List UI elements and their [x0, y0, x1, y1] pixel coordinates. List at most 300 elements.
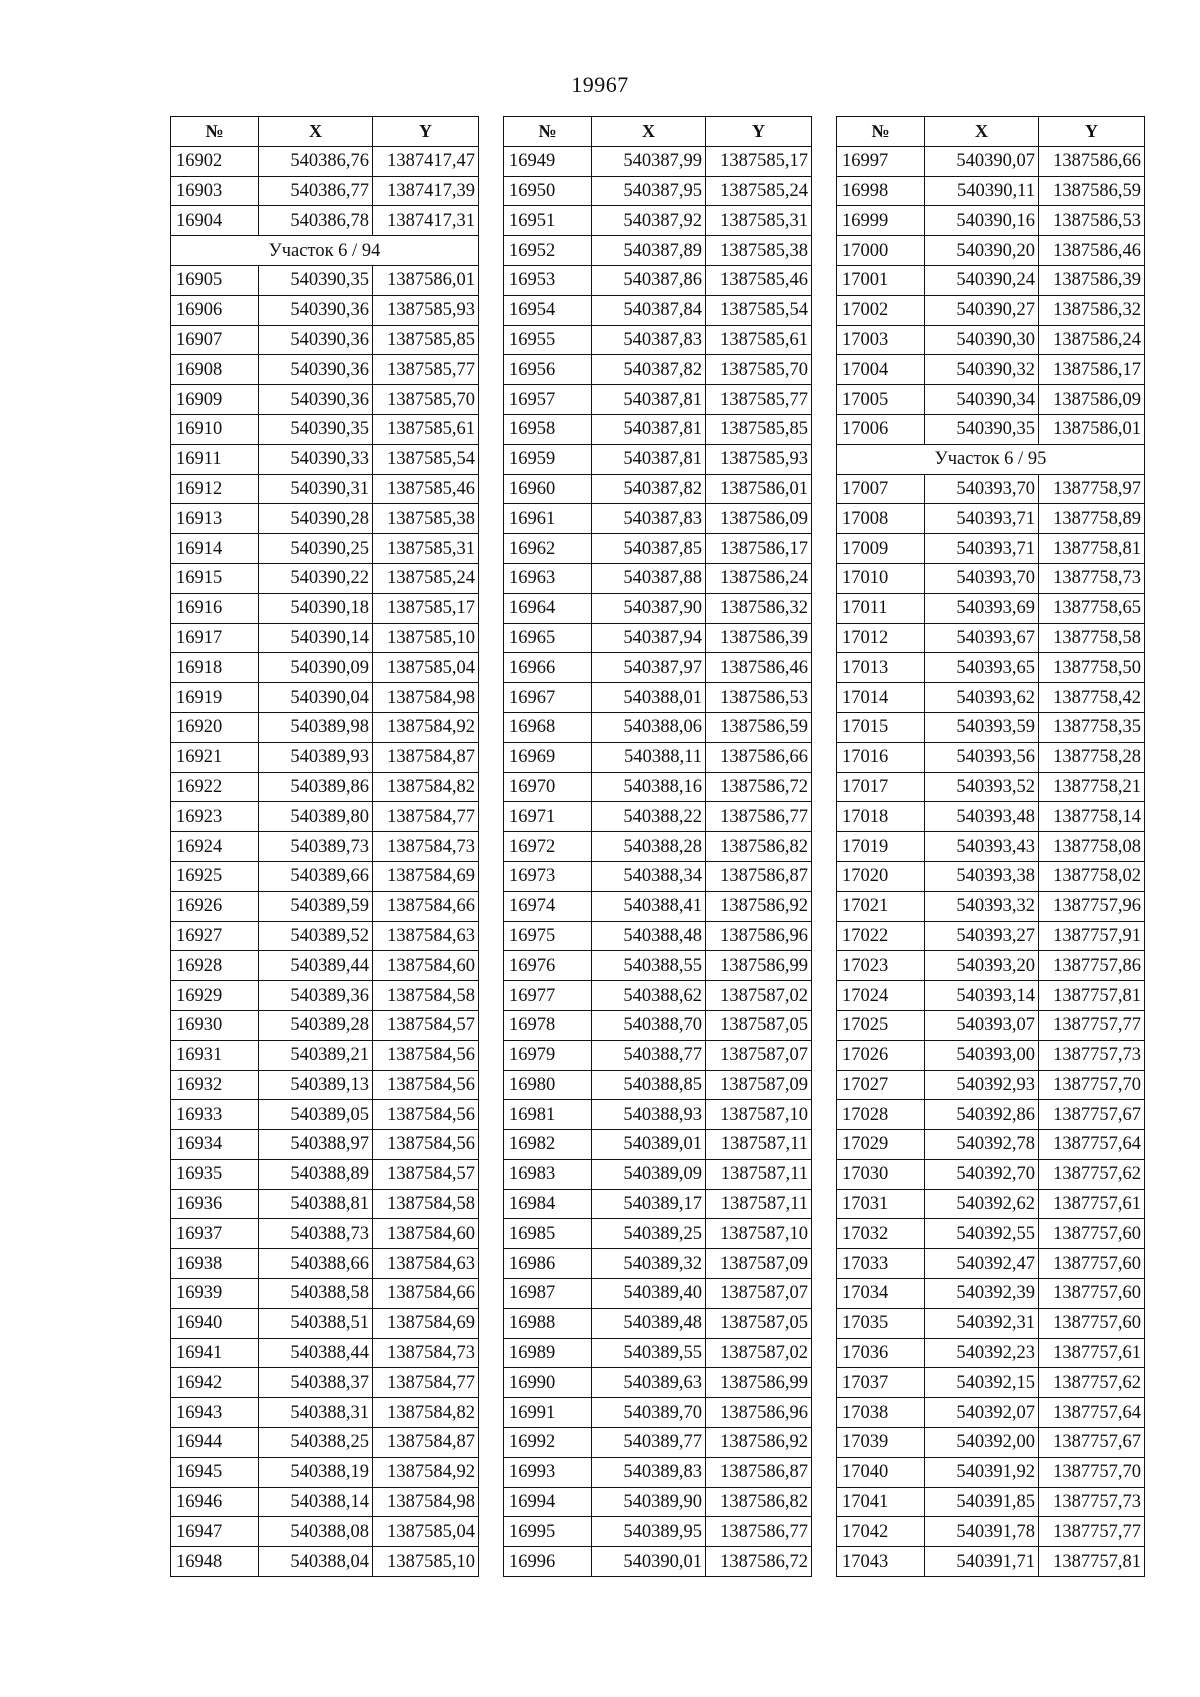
point-number-cell: 16956: [504, 355, 592, 385]
y-coordinate-cell: 1387757,70: [1039, 1070, 1145, 1100]
y-coordinate-cell: 1387586,39: [1039, 265, 1145, 295]
point-number-cell: 16949: [504, 146, 592, 176]
table-row: [504, 146, 812, 176]
point-number-cell: 16938: [171, 1249, 259, 1279]
point-number-cell: 17038: [837, 1398, 925, 1428]
table-body: [504, 146, 812, 1576]
x-coordinate-cell: 540388,44: [259, 1338, 373, 1368]
x-coordinate-cell: 540388,55: [592, 951, 706, 981]
x-coordinate-cell: 540391,85: [925, 1487, 1039, 1517]
point-number-cell: 16910: [171, 414, 259, 444]
x-coordinate-cell: 540392,78: [925, 1130, 1039, 1160]
x-coordinate-cell: 540393,71: [925, 504, 1039, 534]
table-row: [504, 683, 812, 713]
point-number-cell: 16970: [504, 772, 592, 802]
table-row: [171, 1308, 479, 1338]
point-number-cell: 16911: [171, 444, 259, 474]
table-row: [504, 504, 812, 534]
y-coordinate-cell: 1387417,39: [373, 176, 479, 206]
x-coordinate-cell: 540393,14: [925, 981, 1039, 1011]
y-coordinate-cell: 1387757,62: [1039, 1159, 1145, 1189]
table-row: [171, 712, 479, 742]
y-coordinate-cell: 1387586,77: [706, 1517, 812, 1547]
table-row: [504, 891, 812, 921]
table-row: [504, 981, 812, 1011]
point-number-cell: 16934: [171, 1130, 259, 1160]
table-row: [504, 593, 812, 623]
x-coordinate-cell: 540390,24: [925, 265, 1039, 295]
y-coordinate-cell: 1387585,54: [706, 295, 812, 325]
x-coordinate-cell: 540393,27: [925, 921, 1039, 951]
point-number-cell: 16907: [171, 325, 259, 355]
table-row: [171, 921, 479, 951]
point-number-cell: 16990: [504, 1368, 592, 1398]
point-number-cell: 17043: [837, 1547, 925, 1577]
x-coordinate-cell: 540389,83: [592, 1457, 706, 1487]
point-number-cell: 16933: [171, 1100, 259, 1130]
x-coordinate-cell: 540393,52: [925, 772, 1039, 802]
x-coordinate-cell: 540389,98: [259, 712, 373, 742]
table-row: [837, 1457, 1145, 1487]
table-row: [504, 623, 812, 653]
table-row: [837, 1249, 1145, 1279]
section-row: [171, 236, 479, 266]
point-number-cell: 16983: [504, 1159, 592, 1189]
coordinates-table-2: [503, 116, 812, 1577]
table-row: [171, 593, 479, 623]
x-coordinate-cell: 540388,41: [592, 891, 706, 921]
table-row: [837, 265, 1145, 295]
point-number-cell: 17012: [837, 623, 925, 653]
y-coordinate-cell: 1387584,60: [373, 951, 479, 981]
y-coordinate-cell: 1387586,87: [706, 861, 812, 891]
point-number-cell: 16905: [171, 265, 259, 295]
table-row: [837, 1040, 1145, 1070]
point-number-cell: 16951: [504, 206, 592, 236]
x-coordinate-cell: 540388,16: [592, 772, 706, 802]
point-number-cell: 16977: [504, 981, 592, 1011]
table-row: [171, 534, 479, 564]
y-coordinate-cell: 1387587,09: [706, 1249, 812, 1279]
table-row: [504, 444, 812, 474]
table-row: [171, 325, 479, 355]
x-coordinate-cell: 540391,71: [925, 1547, 1039, 1577]
x-coordinate-cell: 540388,93: [592, 1100, 706, 1130]
x-coordinate-cell: 540389,52: [259, 921, 373, 951]
y-coordinate-cell: 1387584,66: [373, 891, 479, 921]
y-coordinate-cell: 1387586,39: [706, 623, 812, 653]
point-number-cell: 16927: [171, 921, 259, 951]
x-coordinate-cell: 540390,04: [259, 683, 373, 713]
point-number-cell: 17003: [837, 325, 925, 355]
point-number-cell: 16978: [504, 1010, 592, 1040]
y-coordinate-cell: 1387584,63: [373, 921, 479, 951]
x-coordinate-cell: 540390,20: [925, 236, 1039, 266]
y-coordinate-cell: 1387758,02: [1039, 861, 1145, 891]
point-number-cell: 17039: [837, 1428, 925, 1458]
table-row: [171, 653, 479, 683]
table-row: [504, 295, 812, 325]
table-row: [837, 802, 1145, 832]
table-row: [504, 1159, 812, 1189]
point-number-cell: 16920: [171, 712, 259, 742]
x-coordinate-cell: 540387,95: [592, 176, 706, 206]
x-coordinate-cell: 540388,48: [592, 921, 706, 951]
table-row: [171, 295, 479, 325]
table-row: [171, 1010, 479, 1040]
point-number-cell: 16917: [171, 623, 259, 653]
y-coordinate-cell: 1387586,99: [706, 1368, 812, 1398]
point-number-cell: 16908: [171, 355, 259, 385]
y-coordinate-cell: 1387586,32: [1039, 295, 1145, 325]
table-row: [504, 414, 812, 444]
y-coordinate-cell: 1387757,64: [1039, 1130, 1145, 1160]
x-coordinate-cell: 540390,14: [259, 623, 373, 653]
x-coordinate-cell: 540387,81: [592, 414, 706, 444]
point-number-cell: 17010: [837, 563, 925, 593]
x-coordinate-cell: 540393,69: [925, 593, 1039, 623]
point-number-cell: 17022: [837, 921, 925, 951]
point-number-cell: 16954: [504, 295, 592, 325]
table-row: [171, 1279, 479, 1309]
x-coordinate-cell: 540387,81: [592, 385, 706, 415]
x-coordinate-cell: 540392,62: [925, 1189, 1039, 1219]
x-coordinate-cell: 540390,33: [259, 444, 373, 474]
x-coordinate-cell: 540388,25: [259, 1428, 373, 1458]
x-coordinate-cell: 540393,56: [925, 742, 1039, 772]
table-row: [504, 265, 812, 295]
x-coordinate-cell: 540388,01: [592, 683, 706, 713]
table-header-row: [837, 117, 1145, 147]
y-coordinate-cell: 1387585,10: [373, 623, 479, 653]
y-coordinate-cell: 1387584,92: [373, 1457, 479, 1487]
x-coordinate-cell: 540389,59: [259, 891, 373, 921]
point-number-cell: 16984: [504, 1189, 592, 1219]
y-coordinate-cell: 1387758,14: [1039, 802, 1145, 832]
table-row: [837, 1398, 1145, 1428]
table-row: [837, 1487, 1145, 1517]
y-coordinate-cell: 1387758,35: [1039, 712, 1145, 742]
table-row: [504, 1040, 812, 1070]
y-coordinate-cell: 1387584,66: [373, 1279, 479, 1309]
point-number-cell: 17040: [837, 1457, 925, 1487]
point-number-cell: 17032: [837, 1219, 925, 1249]
point-number-cell: 16936: [171, 1189, 259, 1219]
x-coordinate-cell: 540388,31: [259, 1398, 373, 1428]
y-coordinate-cell: 1387758,21: [1039, 772, 1145, 802]
y-coordinate-cell: 1387757,86: [1039, 951, 1145, 981]
x-coordinate-cell: 540390,22: [259, 563, 373, 593]
table-row: [171, 1547, 479, 1577]
table-row: [504, 832, 812, 862]
x-coordinate-cell: 540387,82: [592, 355, 706, 385]
x-coordinate-cell: 540390,18: [259, 593, 373, 623]
point-number-cell: 16967: [504, 683, 592, 713]
y-coordinate-cell: 1387584,56: [373, 1040, 479, 1070]
point-number-cell: 16996: [504, 1547, 592, 1577]
y-coordinate-cell: 1387585,70: [706, 355, 812, 385]
y-coordinate-cell: 1387584,63: [373, 1249, 479, 1279]
section-label: Участок 6 / 95: [837, 444, 1145, 474]
point-number-cell: 17005: [837, 385, 925, 415]
x-coordinate-cell: 540389,77: [592, 1428, 706, 1458]
x-coordinate-cell: 540388,06: [592, 712, 706, 742]
point-number-cell: 17030: [837, 1159, 925, 1189]
y-coordinate-cell: 1387584,77: [373, 802, 479, 832]
point-number-cell: 16968: [504, 712, 592, 742]
x-coordinate-cell: 540392,39: [925, 1279, 1039, 1309]
point-number-cell: 16964: [504, 593, 592, 623]
y-coordinate-cell: 1387585,38: [373, 504, 479, 534]
point-number-cell: 16998: [837, 176, 925, 206]
x-coordinate-cell: 540393,43: [925, 832, 1039, 862]
table-row: [837, 712, 1145, 742]
x-coordinate-cell: 540387,83: [592, 504, 706, 534]
point-number-cell: 17009: [837, 534, 925, 564]
x-coordinate-cell: 540389,09: [592, 1159, 706, 1189]
point-number-cell: 16960: [504, 474, 592, 504]
point-number-cell: 16902: [171, 146, 259, 176]
y-coordinate-cell: 1387586,46: [706, 653, 812, 683]
x-coordinate-cell: 540389,90: [592, 1487, 706, 1517]
coordinates-table-3: [836, 116, 1145, 1577]
y-coordinate-cell: 1387586,59: [1039, 176, 1145, 206]
point-number-cell: 16942: [171, 1368, 259, 1398]
y-coordinate-cell: 1387757,91: [1039, 921, 1145, 951]
x-coordinate-cell: 540388,51: [259, 1308, 373, 1338]
y-coordinate-cell: 1387586,66: [1039, 146, 1145, 176]
y-coordinate-cell: 1387584,73: [373, 1338, 479, 1368]
point-number-cell: 17016: [837, 742, 925, 772]
table-row: [171, 981, 479, 1011]
table-row: [171, 772, 479, 802]
y-coordinate-cell: 1387758,89: [1039, 504, 1145, 534]
table-row: [837, 772, 1145, 802]
point-number-cell: 17000: [837, 236, 925, 266]
point-number-cell: 16912: [171, 474, 259, 504]
x-coordinate-cell: 540386,76: [259, 146, 373, 176]
y-coordinate-cell: 1387586,77: [706, 802, 812, 832]
x-coordinate-cell: 540389,44: [259, 951, 373, 981]
table-row: [837, 981, 1145, 1011]
point-number-cell: 16974: [504, 891, 592, 921]
y-coordinate-cell: 1387584,87: [373, 1428, 479, 1458]
x-coordinate-cell: 540387,84: [592, 295, 706, 325]
y-coordinate-cell: 1387586,17: [1039, 355, 1145, 385]
x-coordinate-cell: 540389,25: [592, 1219, 706, 1249]
point-number-cell: 16995: [504, 1517, 592, 1547]
point-number-cell: 16982: [504, 1130, 592, 1160]
y-coordinate-cell: 1387585,93: [706, 444, 812, 474]
x-coordinate-cell: 540390,35: [925, 414, 1039, 444]
point-number-cell: 16957: [504, 385, 592, 415]
x-coordinate-cell: 540393,20: [925, 951, 1039, 981]
point-number-cell: 16969: [504, 742, 592, 772]
y-coordinate-cell: 1387758,73: [1039, 563, 1145, 593]
table-row: [171, 504, 479, 534]
table-row: [504, 474, 812, 504]
table-row: [171, 1487, 479, 1517]
x-coordinate-cell: 540393,67: [925, 623, 1039, 653]
table-row: [504, 206, 812, 236]
column-header-y: Y: [706, 117, 812, 147]
table-row: [171, 1457, 479, 1487]
table-row: [504, 236, 812, 266]
x-coordinate-cell: 540390,36: [259, 325, 373, 355]
point-number-cell: 16924: [171, 832, 259, 862]
point-number-cell: 16972: [504, 832, 592, 862]
table-row: [837, 1070, 1145, 1100]
x-coordinate-cell: 540388,28: [592, 832, 706, 862]
y-coordinate-cell: 1387757,73: [1039, 1040, 1145, 1070]
x-coordinate-cell: 540390,07: [925, 146, 1039, 176]
x-coordinate-cell: 540393,07: [925, 1010, 1039, 1040]
y-coordinate-cell: 1387586,24: [706, 563, 812, 593]
table-row: [504, 1487, 812, 1517]
y-coordinate-cell: 1387584,87: [373, 742, 479, 772]
point-number-cell: 16909: [171, 385, 259, 415]
point-number-cell: 17002: [837, 295, 925, 325]
point-number-cell: 16941: [171, 1338, 259, 1368]
table-row: [171, 414, 479, 444]
y-coordinate-cell: 1387757,60: [1039, 1249, 1145, 1279]
y-coordinate-cell: 1387585,46: [706, 265, 812, 295]
point-number-cell: 17028: [837, 1100, 925, 1130]
y-coordinate-cell: 1387587,11: [706, 1189, 812, 1219]
y-coordinate-cell: 1387586,87: [706, 1457, 812, 1487]
point-number-cell: 17037: [837, 1368, 925, 1398]
point-number-cell: 17027: [837, 1070, 925, 1100]
table-row: [504, 1338, 812, 1368]
x-coordinate-cell: 540389,01: [592, 1130, 706, 1160]
point-number-cell: 16940: [171, 1308, 259, 1338]
table-row: [504, 1249, 812, 1279]
point-number-cell: 17020: [837, 861, 925, 891]
table-row: [171, 176, 479, 206]
x-coordinate-cell: 540387,83: [592, 325, 706, 355]
table-row: [504, 385, 812, 415]
table-row: [837, 1130, 1145, 1160]
y-coordinate-cell: 1387758,81: [1039, 534, 1145, 564]
point-number-cell: 17004: [837, 355, 925, 385]
table-row: [837, 176, 1145, 206]
table-body: [837, 146, 1145, 1576]
x-coordinate-cell: 540388,97: [259, 1130, 373, 1160]
y-coordinate-cell: 1387757,64: [1039, 1398, 1145, 1428]
table-header-row: [171, 117, 479, 147]
table-row: [837, 355, 1145, 385]
point-number-cell: 16959: [504, 444, 592, 474]
x-coordinate-cell: 540392,93: [925, 1070, 1039, 1100]
table-row: [171, 1100, 479, 1130]
x-coordinate-cell: 540390,32: [925, 355, 1039, 385]
table-row: [504, 1100, 812, 1130]
point-number-cell: 16929: [171, 981, 259, 1011]
y-coordinate-cell: 1387587,09: [706, 1070, 812, 1100]
y-coordinate-cell: 1387584,73: [373, 832, 479, 862]
table-row: [837, 861, 1145, 891]
table-row: [171, 563, 479, 593]
point-number-cell: 16948: [171, 1547, 259, 1577]
point-number-cell: 16975: [504, 921, 592, 951]
table-row: [171, 891, 479, 921]
point-number-cell: 16925: [171, 861, 259, 891]
table-row: [504, 534, 812, 564]
table-row: [837, 325, 1145, 355]
point-number-cell: 17033: [837, 1249, 925, 1279]
x-coordinate-cell: 540387,99: [592, 146, 706, 176]
table-row: [171, 683, 479, 713]
point-number-cell: 16946: [171, 1487, 259, 1517]
point-number-cell: 16904: [171, 206, 259, 236]
y-coordinate-cell: 1387585,24: [373, 563, 479, 593]
column-header-x: X: [259, 117, 373, 147]
x-coordinate-cell: 540389,36: [259, 981, 373, 1011]
x-coordinate-cell: 540387,85: [592, 534, 706, 564]
y-coordinate-cell: 1387757,60: [1039, 1308, 1145, 1338]
point-number-cell: 16981: [504, 1100, 592, 1130]
y-coordinate-cell: 1387584,92: [373, 712, 479, 742]
table-row: [837, 832, 1145, 862]
section-row: [837, 444, 1145, 474]
point-number-cell: 16932: [171, 1070, 259, 1100]
point-number-cell: 17007: [837, 474, 925, 504]
x-coordinate-cell: 540388,04: [259, 1547, 373, 1577]
table-row: [837, 683, 1145, 713]
x-coordinate-cell: 540388,73: [259, 1219, 373, 1249]
x-coordinate-cell: 540388,85: [592, 1070, 706, 1100]
point-number-cell: 16993: [504, 1457, 592, 1487]
table-row: [171, 1398, 479, 1428]
x-coordinate-cell: 540391,92: [925, 1457, 1039, 1487]
y-coordinate-cell: 1387585,38: [706, 236, 812, 266]
point-number-cell: 16991: [504, 1398, 592, 1428]
x-coordinate-cell: 540389,40: [592, 1279, 706, 1309]
x-coordinate-cell: 540390,34: [925, 385, 1039, 415]
table-row: [837, 563, 1145, 593]
point-number-cell: 16945: [171, 1457, 259, 1487]
table-row: [504, 563, 812, 593]
x-coordinate-cell: 540392,15: [925, 1368, 1039, 1398]
y-coordinate-cell: 1387586,82: [706, 832, 812, 862]
page-number: 19967: [571, 72, 629, 97]
point-number-cell: 16939: [171, 1279, 259, 1309]
x-coordinate-cell: 540387,88: [592, 563, 706, 593]
point-number-cell: 17023: [837, 951, 925, 981]
table-row: [171, 1040, 479, 1070]
y-coordinate-cell: 1387587,05: [706, 1308, 812, 1338]
y-coordinate-cell: 1387584,82: [373, 1398, 479, 1428]
y-coordinate-cell: 1387758,58: [1039, 623, 1145, 653]
x-coordinate-cell: 540390,16: [925, 206, 1039, 236]
x-coordinate-cell: 540390,35: [259, 414, 373, 444]
y-coordinate-cell: 1387585,85: [373, 325, 479, 355]
table-row: [171, 1189, 479, 1219]
table-row: [171, 832, 479, 862]
y-coordinate-cell: 1387584,56: [373, 1100, 479, 1130]
y-coordinate-cell: 1387587,10: [706, 1100, 812, 1130]
column-header-number: №: [171, 117, 259, 147]
y-coordinate-cell: 1387586,92: [706, 1428, 812, 1458]
y-coordinate-cell: 1387758,28: [1039, 742, 1145, 772]
x-coordinate-cell: 540388,19: [259, 1457, 373, 1487]
x-coordinate-cell: 540390,30: [925, 325, 1039, 355]
x-coordinate-cell: 540393,71: [925, 534, 1039, 564]
point-number-cell: 17018: [837, 802, 925, 832]
point-number-cell: 16997: [837, 146, 925, 176]
table-row: [837, 146, 1145, 176]
point-number-cell: 17029: [837, 1130, 925, 1160]
